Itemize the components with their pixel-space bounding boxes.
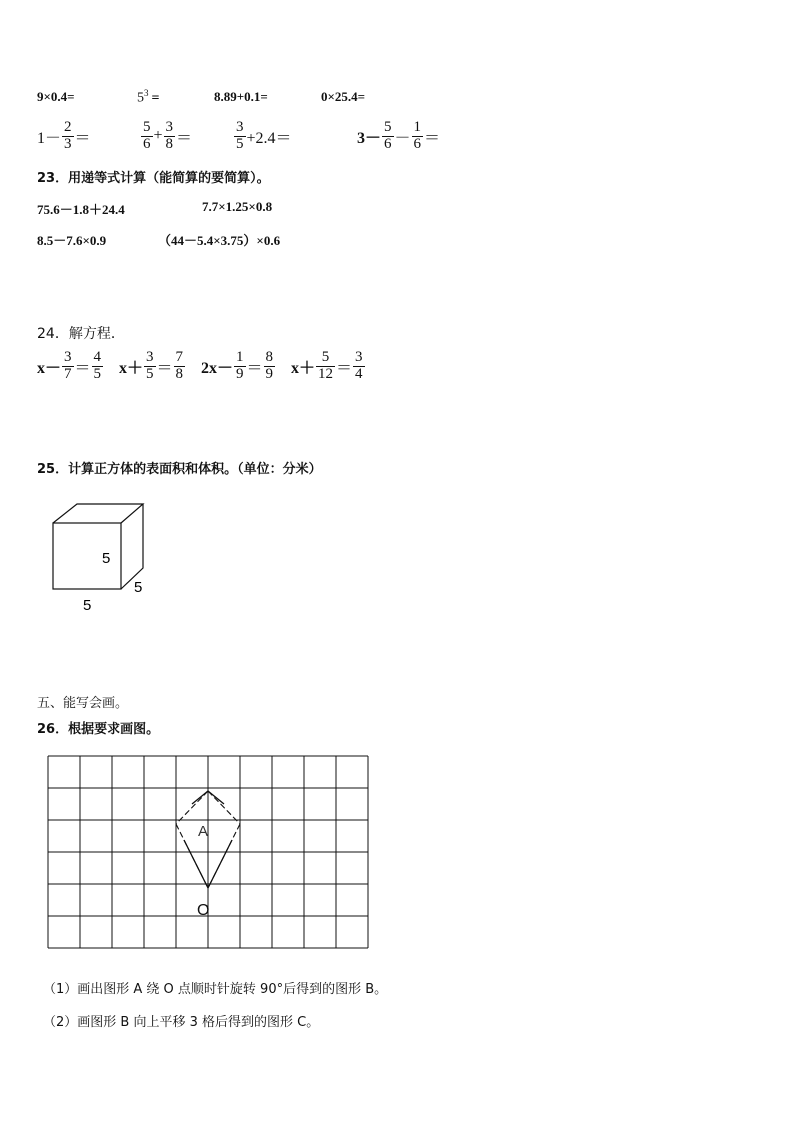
denominator: 4 <box>355 365 363 382</box>
eq-equals: ＝ <box>156 359 173 377</box>
eq-prefix: x＋ <box>119 359 144 377</box>
numerator: 8 <box>265 349 274 365</box>
fraction <box>316 350 335 383</box>
calc-3-minus-5-6-minus-1-6 <box>357 120 440 153</box>
label-o: O <box>197 902 210 919</box>
q24-title: 24．解方程． <box>37 326 125 342</box>
cube-width-label: 5 <box>83 597 92 614</box>
shape-a-edge <box>208 840 232 888</box>
eq-prefix: x＋ <box>291 359 316 377</box>
shape-a-edge <box>184 840 208 888</box>
expr-prefix: 3－ <box>357 129 382 147</box>
expr-suffix: ＝ <box>74 129 91 147</box>
q23-expr-2: 7.7×1.25×0.8 <box>202 199 273 214</box>
numerator: 4 <box>93 349 102 365</box>
shape-a-edge <box>176 791 208 824</box>
equation-2 <box>119 350 186 383</box>
eq-prefix: x－ <box>37 359 62 377</box>
fraction <box>62 350 74 383</box>
power-base: 5 <box>137 90 144 106</box>
fraction <box>174 350 186 383</box>
fraction <box>353 350 365 383</box>
shape-a-edge <box>208 791 224 804</box>
denominator: 6 <box>384 135 392 152</box>
eq-equals: ＝ <box>336 359 353 377</box>
cube-top-face <box>53 504 143 523</box>
denominator: 7 <box>64 365 72 382</box>
numerator: 5 <box>316 350 335 367</box>
denominator: 6 <box>143 135 151 152</box>
numerator: 5 <box>143 119 151 135</box>
equation-1 <box>37 350 104 383</box>
denominator: 8 <box>175 365 184 382</box>
fraction <box>164 120 176 153</box>
expr-suffix: ＝ <box>424 129 441 147</box>
operator: + <box>153 127 163 145</box>
fraction <box>234 120 246 153</box>
eq-prefix: 2x－ <box>201 359 234 377</box>
calc-0x25.4: 0×25.4= <box>321 89 366 104</box>
numerator: 3 <box>146 349 154 365</box>
calc-3-5-plus-2.4 <box>233 120 292 153</box>
eq-equals: ＝ <box>74 359 91 377</box>
label-a: A <box>198 823 209 840</box>
cube-depth-label: 5 <box>134 579 143 596</box>
numerator: 7 <box>175 349 184 365</box>
denominator: 5 <box>236 135 244 152</box>
numerator: 5 <box>384 119 392 135</box>
denominator: 3 <box>64 135 72 152</box>
q23-expr-3: 8.5－7.6×0.9 <box>37 233 107 248</box>
calc-5-6-plus-3-8 <box>140 120 192 153</box>
calc-5-cubed <box>137 88 159 107</box>
fraction <box>264 350 276 383</box>
q25-title: 25．计算正方体的表面积和体积。（单位：分米） <box>37 462 322 477</box>
expr-suffix: ＝ <box>176 129 193 147</box>
denominator: 5 <box>146 365 154 382</box>
q26-task-1: （1）画出图形 A 绕 O 点顺时针旋转 90°后得到的图形 B。 <box>43 982 388 997</box>
power-exponent: 3 <box>144 88 149 98</box>
denominator: 12 <box>318 365 334 382</box>
numerator: 3 <box>355 349 363 365</box>
fraction <box>382 120 394 153</box>
fraction <box>234 350 246 383</box>
equation-3 <box>201 350 276 383</box>
denominator: 6 <box>413 135 422 152</box>
denominator: 9 <box>236 365 244 382</box>
numerator: 3 <box>165 119 174 135</box>
cube-side-face <box>121 504 143 589</box>
cube-diagram <box>40 495 170 620</box>
operator: － <box>394 129 411 147</box>
expr-prefix: 1－ <box>37 129 62 147</box>
calc-9x0.4: 9×0.4= <box>37 89 75 104</box>
numerator: 3 <box>236 119 244 135</box>
shape-a-edge <box>192 791 208 804</box>
equals-sign: = <box>151 90 160 106</box>
denominator: 8 <box>165 135 174 152</box>
q26-task-2: （2）画图形 B 向上平移 3 格后得到的图形 C。 <box>43 1015 320 1030</box>
q26-title: 26．根据要求画图。 <box>37 722 160 737</box>
cube-height-label: 5 <box>102 550 111 567</box>
denominator: 9 <box>265 365 274 382</box>
calc-1-minus-2-3 <box>37 120 91 153</box>
numerator: 1 <box>236 349 244 365</box>
q23-title: 23．用递等式计算（能简算的要简算）。 <box>37 171 270 186</box>
cube-front-face <box>53 523 121 589</box>
grid <box>48 756 368 948</box>
grid-diagram <box>40 748 380 958</box>
fraction <box>92 350 104 383</box>
fraction <box>412 120 424 153</box>
fraction <box>141 120 153 153</box>
equation-4 <box>291 350 366 383</box>
eq-equals: ＝ <box>246 359 263 377</box>
q23-expr-4: （44－5.4×3.75）×0.6 <box>158 233 281 248</box>
numerator: 2 <box>64 119 72 135</box>
fraction <box>144 350 156 383</box>
section-5-title: 五、能写会画。 <box>37 696 129 711</box>
denominator: 5 <box>93 365 102 382</box>
numerator: 1 <box>413 119 422 135</box>
numerator: 3 <box>64 349 72 365</box>
shape-a-edge <box>208 791 240 824</box>
q23-expr-1: 75.6－1.8＋24.4 <box>37 202 125 217</box>
fraction <box>62 120 74 153</box>
calc-8.89-plus-0.1: 8.89+0.1= <box>214 89 268 104</box>
expr-suffix: +2.4＝ <box>246 129 292 147</box>
